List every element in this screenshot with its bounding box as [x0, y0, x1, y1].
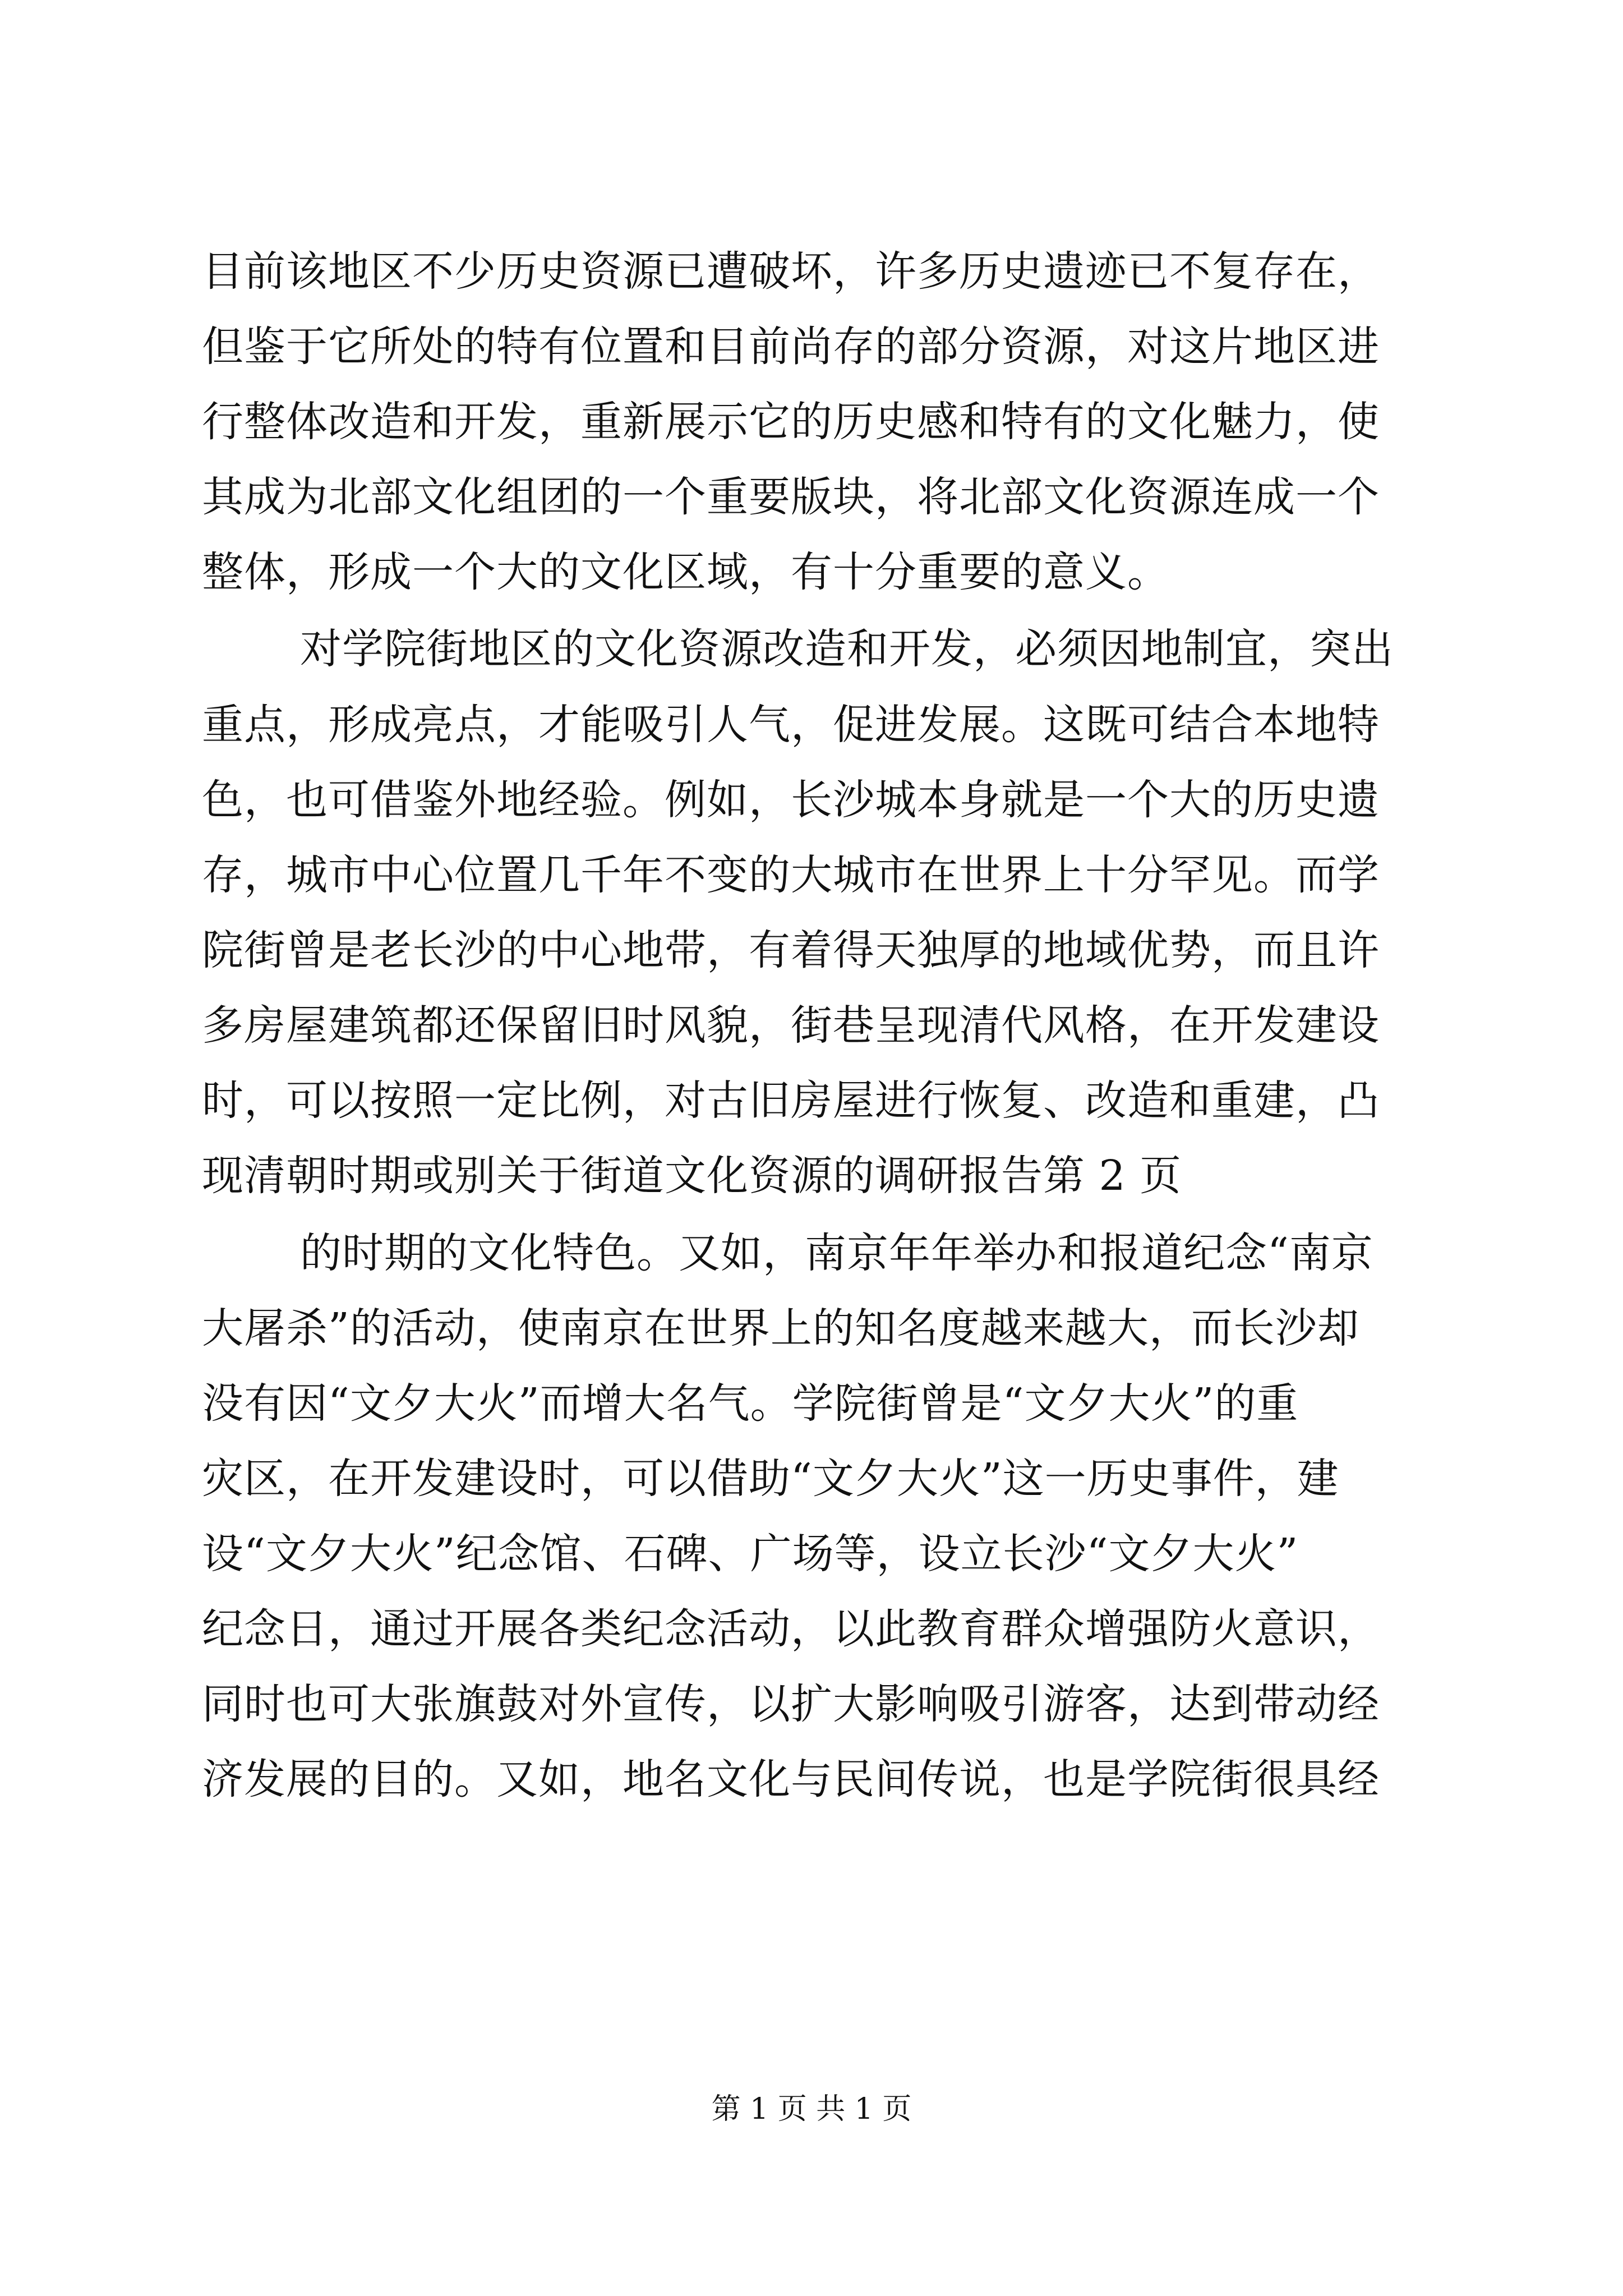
text-line: 同时也可大张旗鼓对外宣传，以扩大影响吸引游客，达到带动经 [202, 1680, 1380, 1728]
text-line: 其成为北部文化组团的一个重要版块，将北部文化资源连成一个 [202, 473, 1380, 521]
text-line: 整体，形成一个大的文化区域，有十分重要的意义。 [202, 548, 1169, 596]
text-line: 存，城市中心位置几千年不变的大城市在世界上十分罕见。而学 [202, 851, 1380, 899]
text-line: 济发展的目的。又如，地名文化与民间传说，也是学院街很具经 [202, 1755, 1380, 1803]
text-line: 时，可以按照一定比例，对古旧房屋进行恢复、改造和重建，凸 [202, 1076, 1380, 1125]
text-line: 行整体改造和开发，重新展示它的历史感和特有的文化魅力，使 [202, 398, 1380, 446]
text-line: 对学院街地区的文化资源改造和开发，必须因地制宜，突出 [300, 625, 1394, 673]
text-line: 多房屋建筑都还保留旧时风貌，街巷呈现清代风格，在开发建设 [202, 1001, 1380, 1050]
text-line: 但鉴于它所处的特有位置和目前尚存的部分资源，对这片地区进 [202, 323, 1380, 371]
text-line: 目前该地区不少历史资源已遭破坏，许多历史遗迹已不复存在， [202, 247, 1380, 296]
page-footer: 第 1 页 共 1 页 [711, 2092, 912, 2126]
text-line: 灾区，在开发建设时，可以借助“文夕大火”这一历史事件，建 [202, 1455, 1339, 1503]
text-line: 色，也可借鉴外地经验。例如，长沙城本身就是一个大的历史遗 [202, 776, 1380, 824]
text-line: 重点，形成亮点，才能吸引人气，促进发展。这既可结合本地特 [202, 701, 1380, 749]
text-line: 没有因“文夕大火”而增大名气。学院街曾是“文夕大火”的重 [202, 1379, 1299, 1428]
text-line: 的时期的文化特色。又如，南京年年举办和报道纪念“南京 [300, 1229, 1373, 1277]
text-line: 现清朝时期或别关于街道文化资源的调研报告第 2 页 [202, 1152, 1182, 1200]
text-line: 设“文夕大火”纪念馆、石碑、广场等，设立长沙“文夕大火” [202, 1530, 1299, 1578]
text-line: 院街曾是老长沙的中心地带，有着得天独厚的地域优势，而且许 [202, 926, 1380, 974]
text-line: 大屠杀”的活动，使南京在世界上的知名度越来越大，而长沙却 [202, 1304, 1359, 1352]
text-line: 纪念日，通过开展各类纪念活动，以此教育群众增强防火意识， [202, 1605, 1380, 1653]
